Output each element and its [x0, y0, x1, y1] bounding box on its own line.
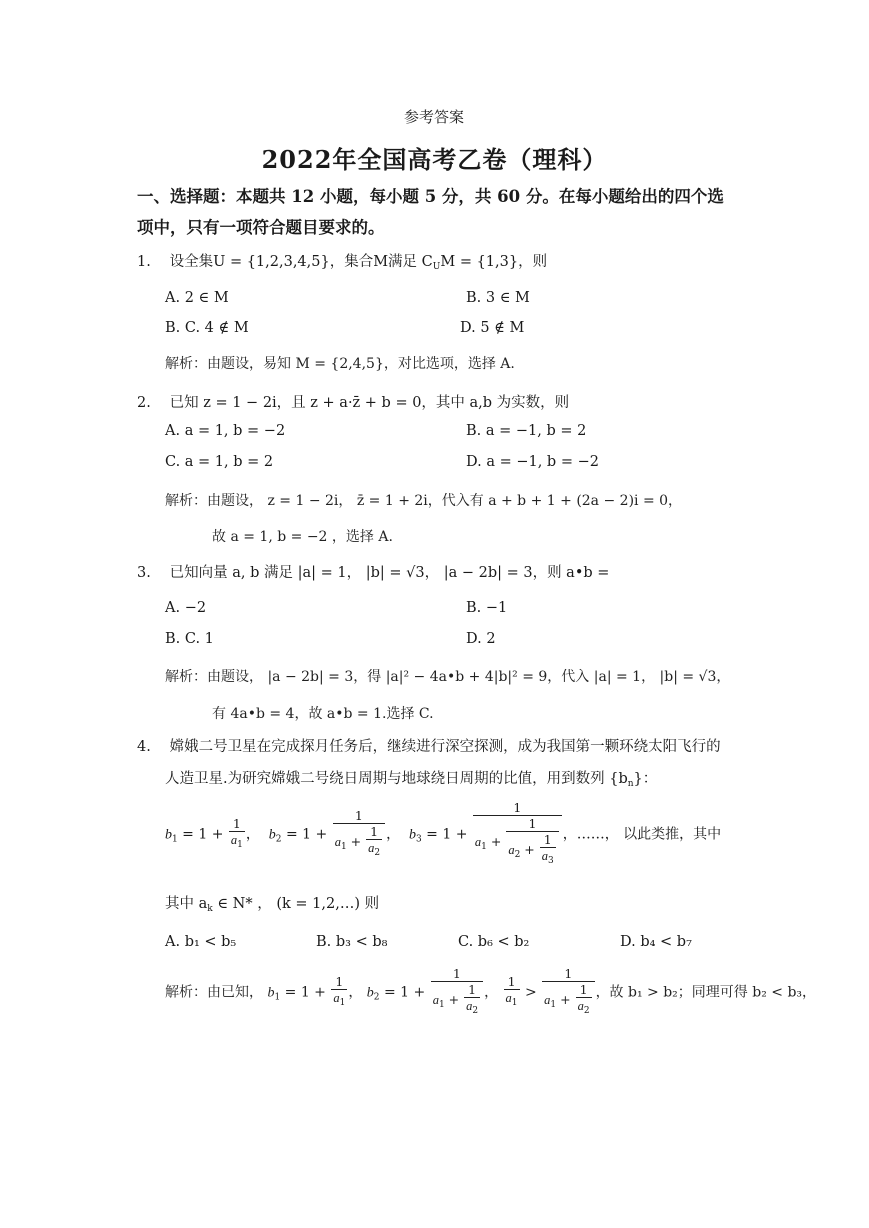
fraction: $\frac{1}{a_1}$ [230, 816, 243, 850]
question-3-solution-line1: 解析：由题设， |a − 2b| = 3，得 |a|² − 4a•b + 4|b|² = 9，代入 |a| = 1， |b| = √3， [165, 669, 731, 685]
question-4-option-c: C. b₆ < b₂ [458, 934, 530, 950]
question-2-option-d: D. a = −1, b = −2 [466, 454, 599, 470]
question-4-option-a: A. b₁ < b₅ [165, 934, 237, 950]
question-4-solution: 解析：由已知， $b_1 = 1$ + $\frac{1}{a_1}$ ， $b_2 = 1$ + 1 $a_1$ + $\frac{1}{a_2}$ ， $\frac{1}{a_1}$ > 1 $a_1$ + $\frac{1}{a_2}$ ，故 b₁ > b₂；同理可得 b₂ < b₃， [165, 966, 817, 1016]
question-3-solution-line2: 有 4a•b = 4，故 a•b = 1.选择 C. [212, 706, 434, 722]
question-2-stem: 2. 已知 z = 1 − 2i，且 z + a·z̄ + b = 0，其中 a,b 为实数，则 [137, 395, 570, 411]
question-3-stem: 3. 已知向量 a, b 满足 |a| = 1， |b| = √3， |a − 2b| = 3，则 a•b = [137, 565, 610, 581]
question-2-option-b: B. a = −1, b = 2 [466, 423, 587, 439]
question-3-option-a: A. −2 [165, 600, 207, 616]
question-3-option-d: D. 2 [466, 631, 496, 647]
question-2-solution-line1: 解析：由题设， z = 1 − 2i， z̄ = 1 + 2i，代入有 a + b + 1 + (2a − 2)i = 0， [165, 493, 683, 509]
question-2-option-c: C. a = 1, b = 2 [165, 454, 274, 470]
question-2-solution-line2: 故 a = 1, b = −2 ，选择 A. [212, 529, 393, 545]
question-4-stem-line2: 人造卫星.为研究嫦娥二号绕日周期与地球绕日周期的比值，用到数列 $\{b_n\}$： [165, 771, 658, 789]
question-number: 3. [137, 565, 151, 581]
section-heading-line2: 项中，只有一项符合题目要求的。 [137, 218, 385, 237]
question-4-option-b: B. b₃ < b₈ [316, 934, 388, 950]
question-number: 4. [137, 739, 151, 755]
question-number: 1. [137, 254, 151, 270]
section-heading-line1: 一、选择题：本题共 12 小题，每小题 5 分，共 60 分。在每小题给出的四个选 [137, 187, 724, 206]
question-4-stem-line1: 4. 嫦娥二号卫星在完成探月任务后，继续进行深空探测，成为我国第一颗环绕太阳飞行的 [137, 739, 721, 755]
fraction: 1 $a_1$ + 1 $a_2$ + $\frac{1}{a_3}$ [473, 800, 562, 869]
fraction: 1 $a_1$ + $\frac{1}{a_2}$ [333, 808, 385, 861]
answer-key-label: 参考答案 [404, 108, 465, 126]
sequence-formulas: $b_1 = 1$ + $\frac{1}{a_1}$ ， $b_2 = 1$ + 1 $a_1$ + $\frac{1}{a_2}$ ， $b_3 = 1$ + 1 $a_1$ + 1 $a_2$ + $\frac{1}{a_3}$ ，……， 以此类推，其中 [165, 800, 721, 869]
question-4-option-d: D. b₄ < b₇ [620, 934, 692, 950]
question-4-condition: 其中 $a_k$ ∈ N* ， (k = 1,2,…) 则 [165, 896, 380, 914]
question-number: 2. [137, 395, 151, 411]
question-1-option-d: D. 5 ∉ M [460, 320, 525, 336]
question-3-option-b: B. −1 [466, 600, 508, 616]
page-title: 2022年全国高考乙卷（理科） [261, 145, 608, 174]
question-1-option-c: B. C. 4 ∉ M [165, 320, 249, 336]
question-1-option-b: B. 3 ∈ M [466, 290, 530, 306]
question-2-option-a: A. a = 1, b = −2 [165, 423, 286, 439]
question-3-option-c: B. C. 1 [165, 631, 214, 647]
question-1-solution: 解析：由题设，易知 M = {2,4,5}，对比选项，选择 A. [165, 356, 515, 372]
question-1-stem: 1. 设全集U = {1,2,3,4,5}，集合M满足 $C_UM = \{1,3\}$，则 [137, 254, 548, 272]
question-1-option-a: A. 2 ∈ M [165, 290, 229, 306]
